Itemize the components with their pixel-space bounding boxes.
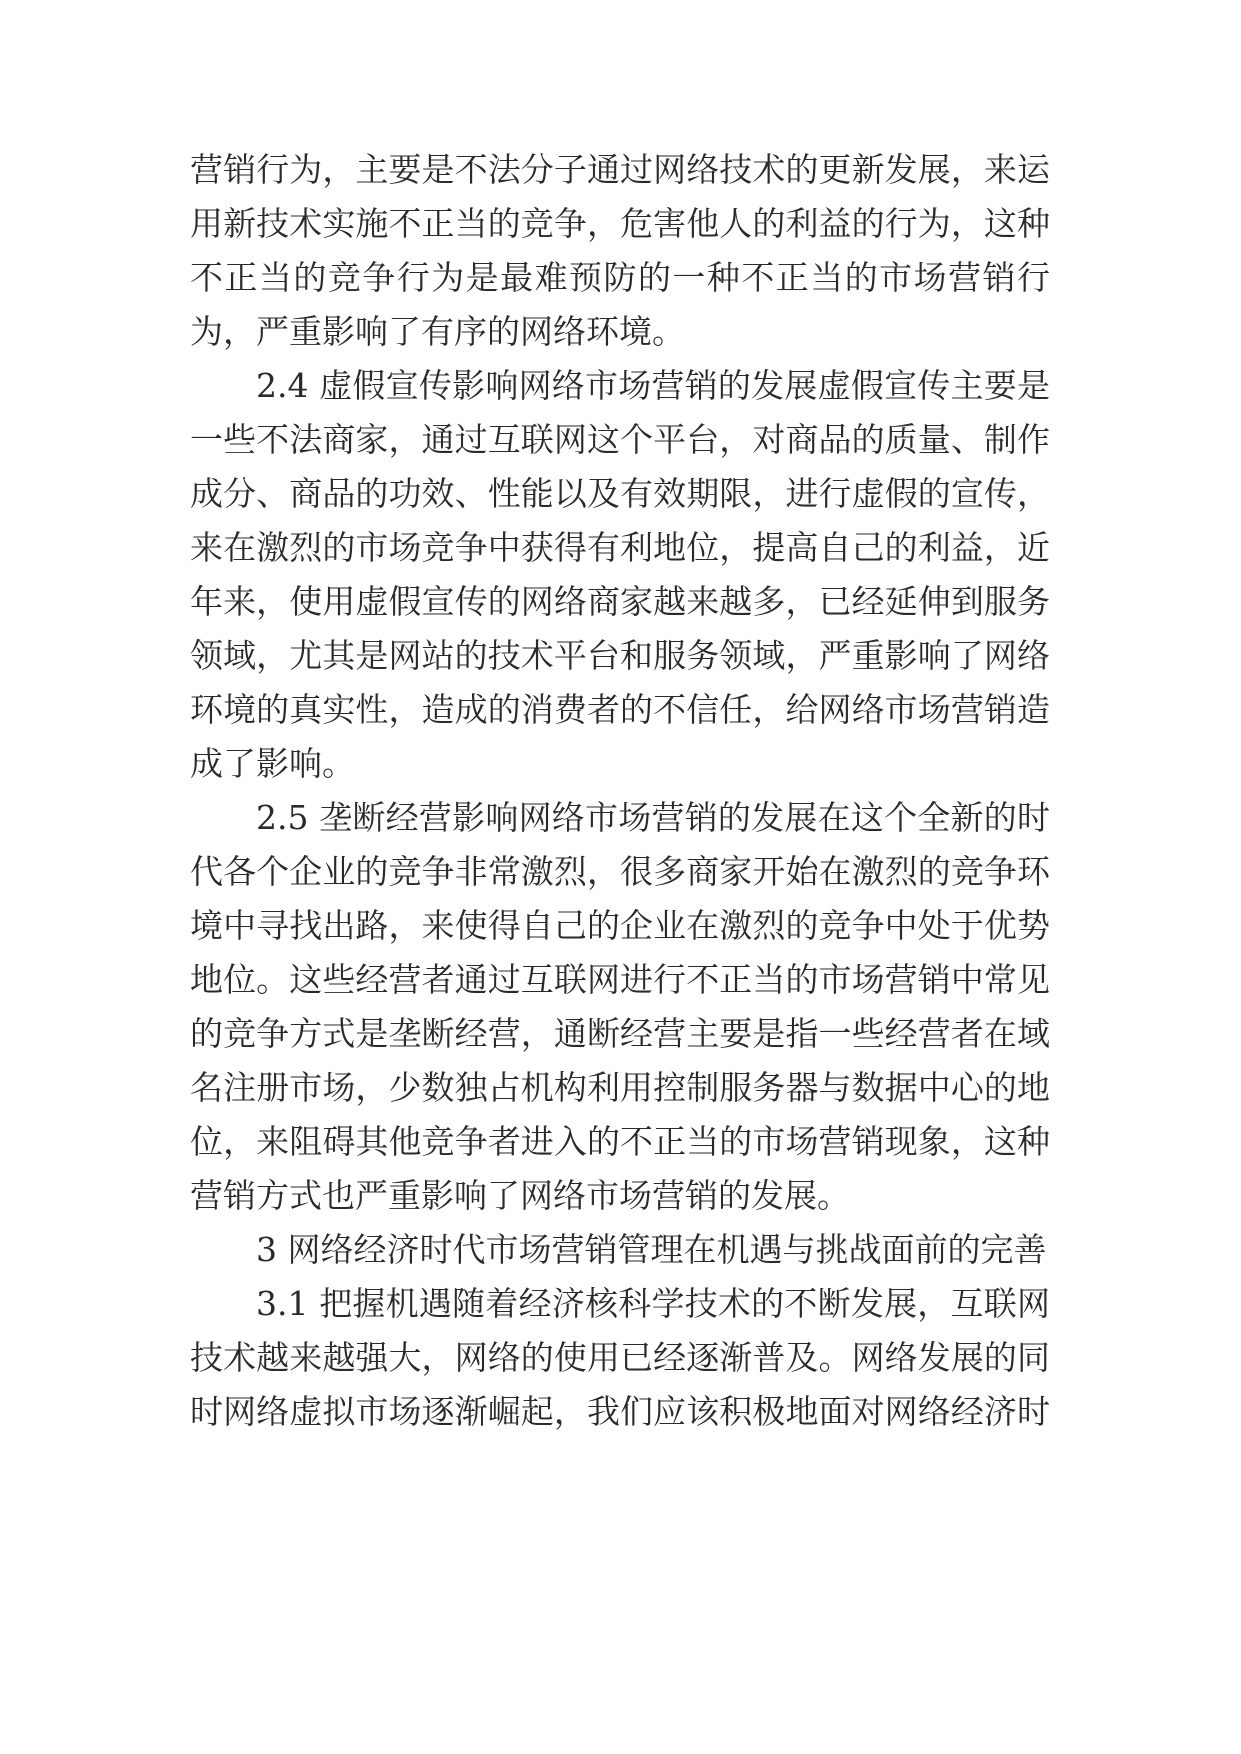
text-line: 环境的真实性，造成的消费者的不信任，给网络市场营销造 (190, 690, 1050, 729)
text-line: 技术越来越强大，网络的使用已经逐渐普及。网络发展的同 (190, 1338, 1050, 1377)
text-line: 营销方式也严重影响了网络市场营销的发展。 (190, 1176, 850, 1215)
text-line: 年来，使用虚假宣传的网络商家越来越多，已经延伸到服务 (190, 582, 1050, 621)
section-heading-2-4: 2.4 虚假宣传影响网络市场营销的发展虚假宣传主要是 (256, 366, 1050, 405)
section-heading-3: 3 网络经济时代市场营销管理在机遇与挑战面前的完善 (256, 1230, 1047, 1269)
text-line: 来在激烈的市场竞争中获得有利地位，提高自己的利益，近 (190, 528, 1050, 567)
text-line: 位，来阻碍其他竞争者进入的不正当的市场营销现象，这种 (190, 1122, 1050, 1161)
text-line: 一些不法商家，通过互联网这个平台，对商品的质量、制作 (190, 420, 1050, 459)
text-line: 营销行为，主要是不法分子通过网络技术的更新发展，来运 (190, 150, 1050, 189)
text-line: 地位。这些经营者通过互联网进行不正当的市场营销中常见 (190, 960, 1050, 999)
text-line: 成分、商品的功效、性能以及有效期限，进行虚假的宣传， (190, 474, 1050, 513)
text-line: 用新技术实施不正当的竞争，危害他人的利益的行为，这种 (190, 204, 1050, 243)
section-heading-3-1: 3.1 把握机遇随着经济核科学技术的不断发展，互联网 (256, 1284, 1050, 1323)
text-line: 境中寻找出路，来使得自己的企业在激烈的竞争中处于优势 (190, 906, 1050, 945)
text-line: 的竞争方式是垄断经营，通断经营主要是指一些经营者在域 (190, 1014, 1050, 1053)
text-line: 名注册市场，少数独占机构利用控制服务器与数据中心的地 (190, 1068, 1050, 1107)
text-line: 成了影响。 (190, 744, 355, 783)
section-heading-2-5: 2.5 垄断经营影响网络市场营销的发展在这个全新的时 (256, 798, 1050, 837)
text-line: 领域，尤其是网站的技术平台和服务领域，严重影响了网络 (190, 636, 1050, 675)
text-line: 为，严重影响了有序的网络环境。 (190, 312, 685, 351)
text-line: 代各个企业的竞争非常激烈，很多商家开始在激烈的竞争环 (190, 852, 1050, 891)
text-line: 不正当的竞争行为是最难预防的一种不正当的市场营销行 (190, 258, 1050, 297)
text-line: 时网络虚拟市场逐渐崛起，我们应该积极地面对网络经济时 (190, 1392, 1050, 1431)
